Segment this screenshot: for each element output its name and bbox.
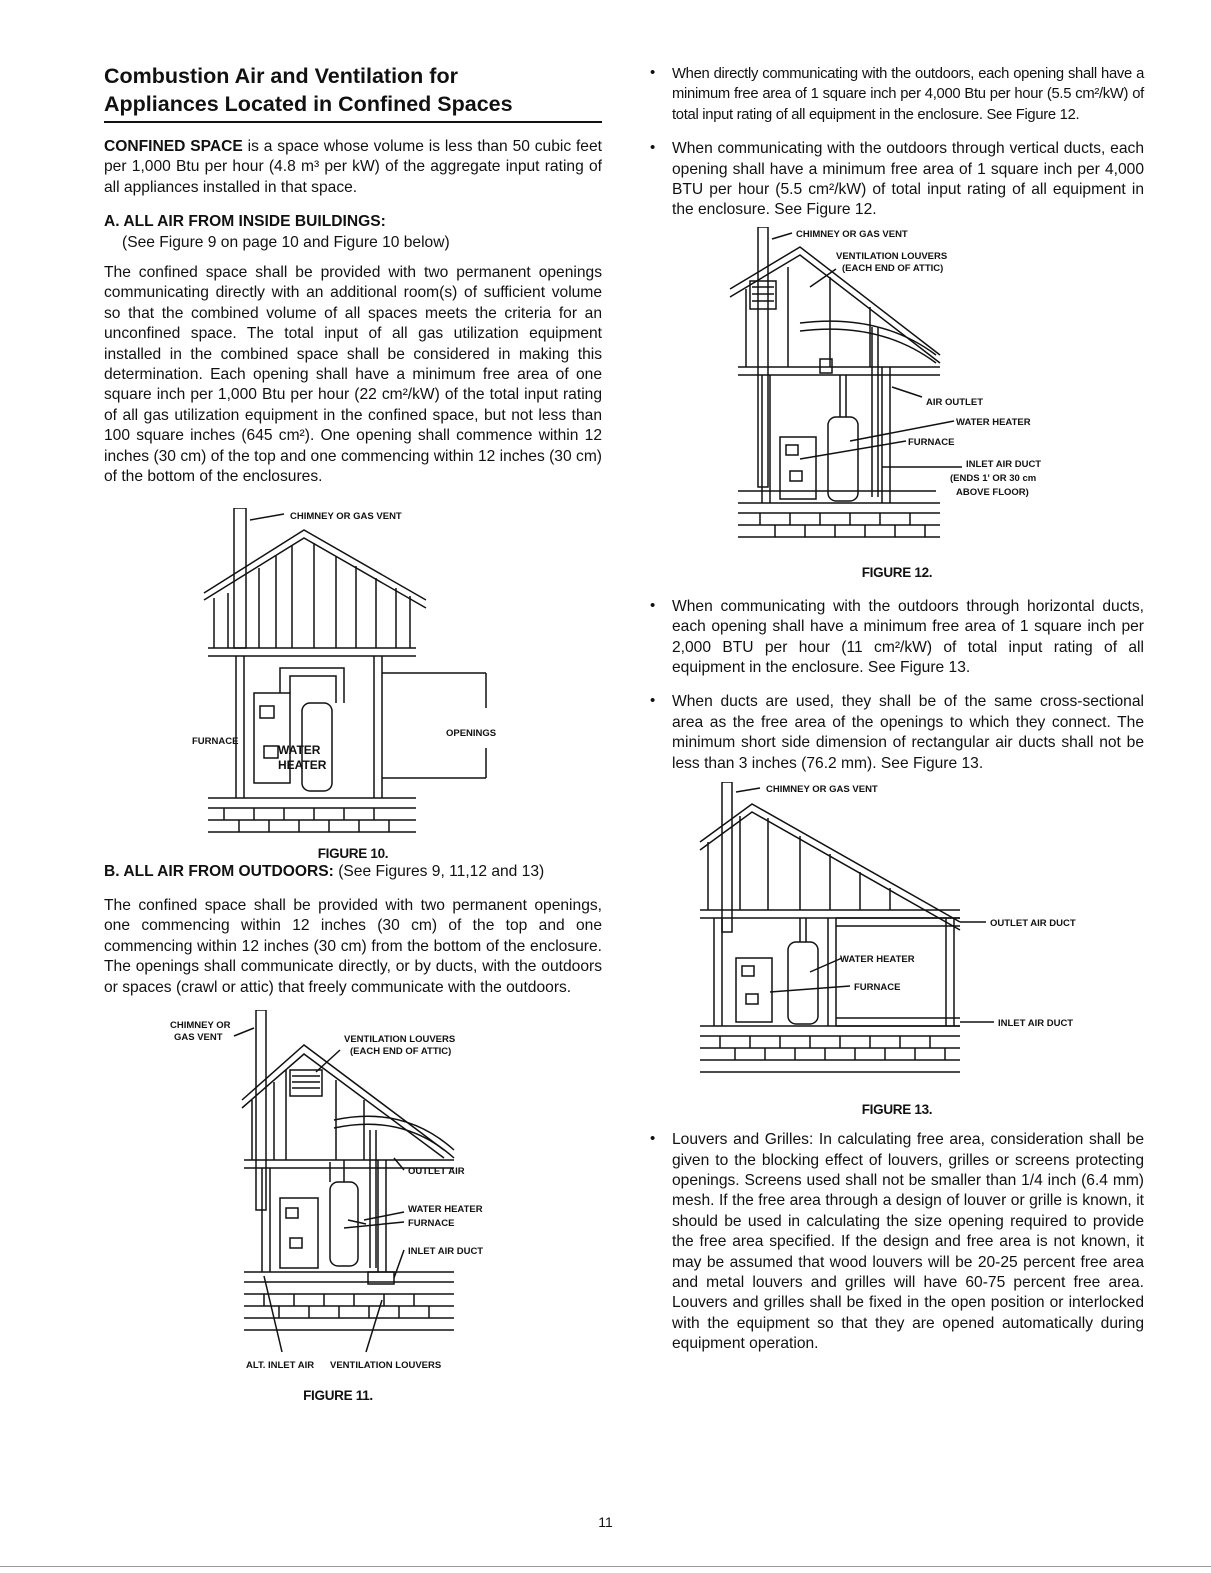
fig12-inlet-label-1: INLET AIR DUCT bbox=[966, 458, 1042, 470]
figure-10 bbox=[104, 508, 602, 861]
section-a-body: The confined space shall be provided with two permanent openings communicating directly with an additional room(s) of sufficient volume so that the combined volume of all spaces meets the criteria for an unconfined space. The total input of all gas utilization equipment installed in the combined space shall be considered in making this determination. Each opening shall have a minimum free area of one square inch per 1,000 Btu per hour (22 cm²/kW) of the total input rating of all gas utilization equipment in the confined space, but not less than 100 square inches (645 cm²). One opening shall commence within 12 inches (30 cm) of the top and one commencing within 12 inches (30 cm) of the bottom of the enclosures. bbox=[104, 264, 602, 486]
bullet-direct-outdoors bbox=[650, 64, 1144, 125]
left-column bbox=[104, 62, 602, 1420]
fig13-inlet-label: INLET AIR DUCT bbox=[998, 1018, 1074, 1030]
fig10-heater-label: HEATER bbox=[278, 757, 327, 772]
bullet-louvers-grilles bbox=[650, 1130, 1144, 1354]
heading-line-1: Combustion Air and Ventilation for bbox=[104, 64, 458, 88]
figure-12 bbox=[650, 227, 1144, 597]
page-heading bbox=[104, 62, 602, 123]
right-column bbox=[650, 64, 1144, 1355]
fig13-outlet-label: OUTLET AIR DUCT bbox=[990, 918, 1076, 930]
section-a-subtitle: (See Figure 9 on page 10 and Figure 10 below) bbox=[122, 233, 450, 251]
section-a-title: A. ALL AIR FROM INSIDE BUILDINGS: bbox=[104, 213, 386, 231]
heading-line-2: Appliances Located in Confined Spaces bbox=[104, 92, 513, 116]
fig11-outlet-label: OUTLET AIR bbox=[408, 1165, 465, 1177]
fig11-vent-louvers-label: VENTILATION LOUVERS bbox=[330, 1359, 442, 1371]
fig13-furnace-label: FURNACE bbox=[854, 982, 901, 994]
section-b-title: B. ALL AIR FROM OUTDOORS: bbox=[104, 862, 334, 880]
section-b-ref: (See Figures 9, 11,12 and 13) bbox=[333, 862, 545, 880]
figure-11-drawing bbox=[104, 1010, 602, 1378]
confined-space-definition bbox=[104, 137, 602, 198]
section-b-heading bbox=[104, 862, 602, 882]
bullet-horizontal-ducts bbox=[650, 597, 1144, 679]
fig13-water-label: WATER HEATER bbox=[840, 954, 915, 966]
confined-space-term: CONFINED SPACE bbox=[104, 138, 243, 155]
fig12-outlet-label: AIR OUTLET bbox=[926, 396, 983, 408]
page-bottom-rule bbox=[0, 1566, 1211, 1567]
fig12-inlet-label-2: (ENDS 1' OR 30 cm bbox=[950, 472, 1037, 484]
bullet-dot: • bbox=[650, 64, 656, 81]
fig10-openings-label: OPENINGS bbox=[446, 727, 497, 739]
bullet-3-text: When communicating with the outdoors through horizontal ducts, each opening shall have a minimum free area of 1 square inch per 2,000 BTU per hour (11 cm²/kW) of total input rating of all equipment in the enclosure. See Figure 13. bbox=[672, 597, 1144, 677]
figure-12-caption: FIGURE 12. bbox=[861, 564, 933, 580]
figure-11-caption: FIGURE 11. bbox=[303, 1387, 373, 1403]
figure-10-caption: FIGURE 10. bbox=[317, 845, 389, 861]
fig11-inlet-label: INLET AIR DUCT bbox=[408, 1245, 484, 1257]
bullet-1-text: When directly communicating with the outdoors, each opening shall have a minimum free area of 1 square inch per 4,000 Btu per hour (5.5 cm²/kW) of total input rating of all equipment in the enclosure. See Figure 12. bbox=[672, 66, 1144, 123]
bullet-dot: • bbox=[650, 1130, 656, 1148]
page-number: 11 bbox=[598, 1514, 613, 1530]
fig11-louvers-label-1: VENTILATION LOUVERS bbox=[344, 1033, 456, 1045]
bullet-dot: • bbox=[650, 692, 656, 710]
bullet-dot: • bbox=[650, 139, 656, 157]
figure-12-drawing bbox=[650, 227, 1144, 567]
figure-11 bbox=[104, 1010, 602, 1420]
bullet-5-text: Louvers and Grilles: In calculating free area, consideration shall be given to the blocking effect of louvers, grilles or screens protecting openings. Screens used shall not be smaller than 1/4 inch (6.4 mm) mesh. If the free area through a design of louver or grille is known, it should be used in calculating the size opening required to provide the free area specified. If the design and free area is not known, it may be assumed that wood louvers will be 20-25 percent free area and metal louvers and grilles will have 60-75 percent free area. Louvers and grilles shall be fixed in the open position or interlocked with the equipment so that they are opened automatically during equipment operation. bbox=[672, 1131, 1144, 1353]
fig12-louvers-label-1: VENTILATION LOUVERS bbox=[836, 250, 948, 262]
confined-space-text: is a space whose volume is less than 50 cubic feet per 1,000 Btu per hour (4.8 m³ per kW) of the aggregate input rating of all appliances installed in that space. bbox=[104, 138, 602, 196]
fig10-water-label: WATER bbox=[278, 742, 321, 757]
bullet-4-text: When ducts are used, they shall be of the same cross-sectional area as the free area of the openings to which they connect. The minimum short side dimension of rectangular air ducts shall not be less than 3 inches (76.2 mm). See Figure 13. bbox=[672, 693, 1144, 772]
fig11-chimney-label-1: CHIMNEY OR bbox=[170, 1019, 231, 1031]
fig11-louvers-label-2: (EACH END OF ATTIC) bbox=[350, 1045, 452, 1057]
bullet-vertical-ducts bbox=[650, 139, 1144, 221]
fig11-furnace-label: FURNACE bbox=[408, 1217, 455, 1229]
bullet-dot: • bbox=[650, 596, 656, 614]
bullet-2-text: When communicating with the outdoors through vertical ducts, each opening shall have a minimum free area of 1 square inch per 4,000 BTU per hour (5.5 cm²/kW) of total input rating of all equipment in the enclosure. See Figure 12. bbox=[672, 140, 1144, 219]
figure-13 bbox=[650, 782, 1144, 1130]
fig12-chimney-label: CHIMNEY OR GAS VENT bbox=[796, 228, 908, 240]
fig12-water-label: WATER HEATER bbox=[956, 416, 1031, 428]
fig12-furnace-label: FURNACE bbox=[908, 436, 955, 448]
fig11-alt-inlet-label: ALT. INLET AIR bbox=[246, 1359, 315, 1371]
bullet-duct-size bbox=[650, 692, 1144, 774]
figure-13-drawing bbox=[650, 782, 1144, 1102]
figure-10-drawing bbox=[104, 508, 602, 848]
fig12-inlet-label-3: ABOVE FLOOR) bbox=[956, 486, 1029, 498]
figure-13-caption: FIGURE 13. bbox=[861, 1102, 933, 1118]
fig10-chimney-label: CHIMNEY OR GAS VENT bbox=[290, 510, 402, 522]
fig11-chimney-label-2: GAS VENT bbox=[174, 1031, 223, 1043]
fig13-chimney-label: CHIMNEY OR GAS VENT bbox=[766, 784, 878, 796]
fig11-water-label: WATER HEATER bbox=[408, 1203, 483, 1215]
fig10-furnace-label: FURNACE bbox=[192, 735, 239, 747]
fig12-louvers-label-2: (EACH END OF ATTIC) bbox=[842, 262, 944, 274]
section-b-body: The confined space shall be provided with two permanent openings, one commencing within 12 inches (30 cm) of the top and one commencing within 12 inches (30 cm) from the bottom of the enclosure. The openings shall communicate directly, or by ducts, with the outdoors or spaces (crawl or attic) that freely communicate with the outdoors. bbox=[104, 896, 602, 996]
